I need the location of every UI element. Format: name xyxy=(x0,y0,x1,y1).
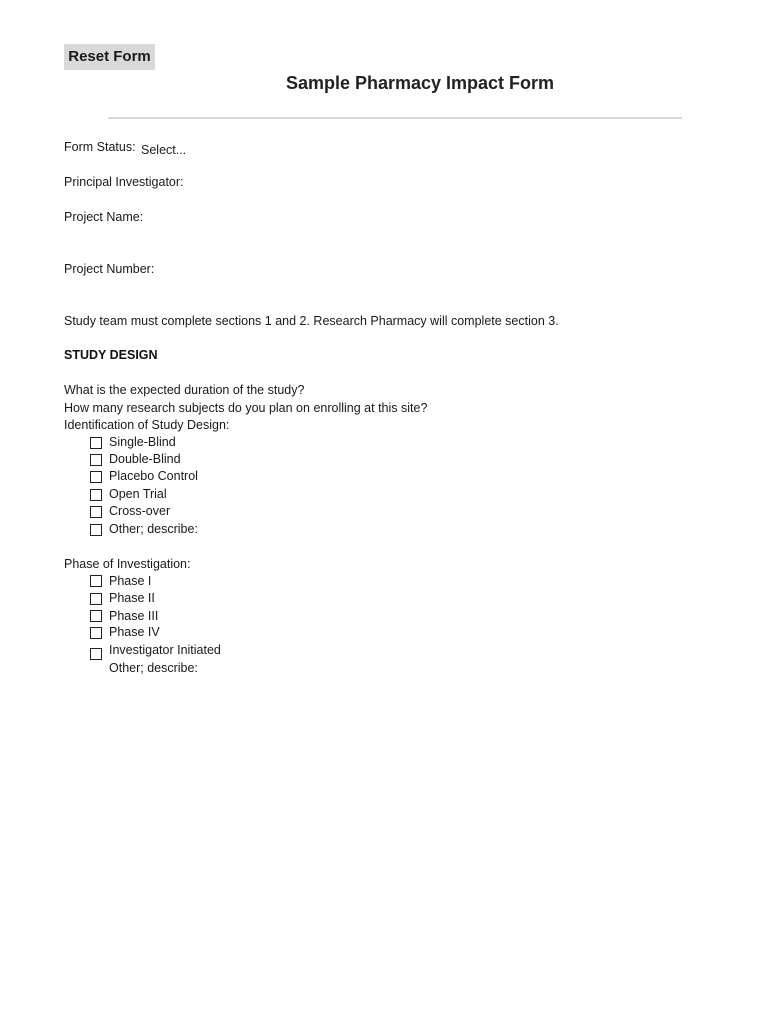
project-name-label: Project Name: xyxy=(64,210,144,224)
cross-over-checkbox[interactable] xyxy=(90,506,102,518)
duration-question: What is the expected duration of the study? xyxy=(64,383,305,397)
option-label: Phase IV xyxy=(109,625,160,639)
option-label: Phase III xyxy=(109,609,159,623)
phase-label: Phase of Investigation: xyxy=(64,557,191,571)
reset-form-button[interactable]: Reset Form xyxy=(64,44,155,70)
option-label: Phase I xyxy=(109,574,152,588)
form-status-label: Form Status: xyxy=(64,140,136,154)
study-design-heading: STUDY DESIGN xyxy=(64,348,158,362)
other-design-checkbox[interactable] xyxy=(90,524,102,536)
instructions-text: Study team must complete sections 1 and 2. Research Pharmacy will complete section 3. xyxy=(64,314,559,328)
option-label: Other; describe: xyxy=(109,522,198,536)
double-blind-checkbox[interactable] xyxy=(90,454,102,466)
option-label: Phase II xyxy=(109,591,155,605)
other-phase-label: Other; describe: xyxy=(109,661,198,675)
open-trial-checkbox[interactable] xyxy=(90,489,102,501)
project-number-label: Project Number: xyxy=(64,262,155,276)
divider xyxy=(108,117,682,119)
option-label: Double-Blind xyxy=(109,452,181,466)
phase-ii-checkbox[interactable] xyxy=(90,593,102,605)
option-label: Single-Blind xyxy=(109,435,176,449)
phase-i-checkbox[interactable] xyxy=(90,575,102,587)
option-label: Placebo Control xyxy=(109,469,198,483)
investigator-initiated-checkbox[interactable] xyxy=(90,648,102,660)
placebo-control-checkbox[interactable] xyxy=(90,471,102,483)
single-blind-checkbox[interactable] xyxy=(90,437,102,449)
principal-investigator-label: Principal Investigator: xyxy=(64,175,184,189)
phase-iv-checkbox[interactable] xyxy=(90,627,102,639)
option-label: Open Trial xyxy=(109,487,167,501)
phase-iii-checkbox[interactable] xyxy=(90,610,102,622)
option-label: Investigator Initiated xyxy=(109,643,221,657)
identification-label: Identification of Study Design: xyxy=(64,418,230,432)
page-title: Sample Pharmacy Impact Form xyxy=(285,73,555,93)
subjects-question: How many research subjects do you plan on enrolling at this site? xyxy=(64,401,428,415)
form-status-select[interactable]: Select... xyxy=(141,143,187,157)
option-label: Cross-over xyxy=(109,504,171,518)
